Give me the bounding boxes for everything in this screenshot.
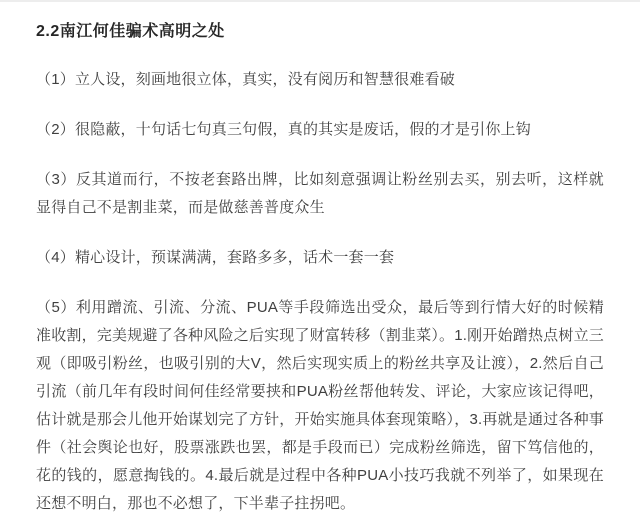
section-heading: 2.2南江何佳骗术高明之处: [36, 23, 225, 40]
paragraph-point-2: （2）很隐蔽，十句话七句真三句假，真的其实是废话，假的才是引你上钩: [36, 121, 531, 138]
paragraph-point-5: （5）利用蹭流、引流、分流、PUA等手段筛选出受众，最后等到行情大好的时候精准收割，完美规避了各种风险之后实现了财富转移（割韭菜）。1.刚开始蹭热点树立三观（即吸引粉丝，也吸引别的大V，然后实现实质上的粉丝共享及让渡），2.然后自己引流（前几年有段时间何佳经常要挟和PUA粉丝帮他转发、评论，大家应该记得吧，估计就是那会儿他开始谋划完了方针，开始实施具体套现策略），3.再就是通过各种事件（社会舆论也好，股票涨跌也罢，都是手段而已）完成粉丝筛选，留下笃信他的，花的钱的，愿意掏钱的。4.最后就是过程中各种PUA小技巧我就不列举了，如果现在还想不明白，那也不必想了，下半辈子拄拐吧。: [36, 299, 604, 512]
paragraph-point-1: （1）立人设，刻画地很立体，真实，没有阅历和智慧很难看破: [36, 71, 455, 88]
paragraph-point-4: （4）精心设计，预谋满满，套路多多，话术一套一套: [36, 249, 395, 266]
paragraph-point-3: （3）反其道而行，不按老套路出牌，比如刻意强调让粉丝别去买，别去听，这样就显得自己不是割韭菜，而是做慈善普度众生: [36, 171, 604, 216]
